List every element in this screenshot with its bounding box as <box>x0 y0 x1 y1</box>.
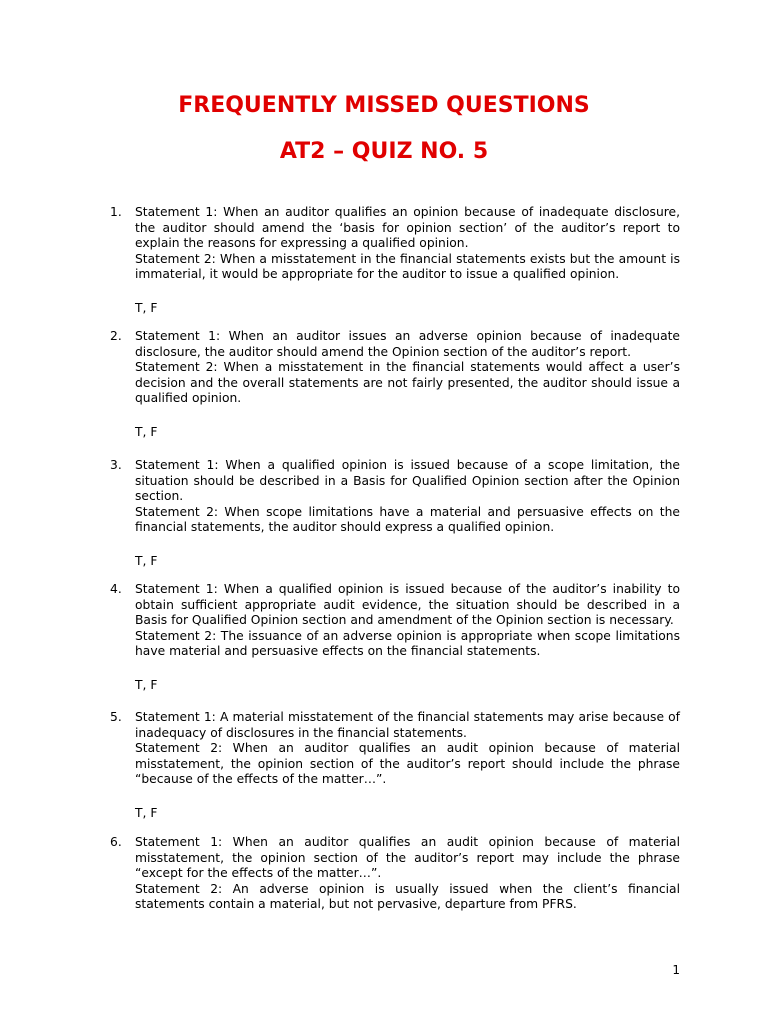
statement-1: Statement 1: When a qualified opinion is issued because of a scope limitation, the situation should be described in a Basis for Qualified Opinion section after the Opinion section. <box>135 458 680 504</box>
statement-2: Statement 2: When an auditor qualifies an audit opinion because of material misstatement, the opinion section of the auditor’s report should include the phrase “because of the effects of the matter…”. <box>135 741 680 787</box>
question-number: 2. <box>110 329 122 343</box>
question-body <box>135 205 680 317</box>
answer: T, F <box>135 553 158 568</box>
question-body <box>135 329 680 441</box>
question-number: 4. <box>110 582 122 596</box>
question-item <box>110 710 680 822</box>
answer: T, F <box>135 300 158 315</box>
answer: T, F <box>135 677 158 692</box>
question-item <box>110 835 680 913</box>
statement-1: Statement 1: When an auditor qualifies an opinion because of inadequate disclosure, the auditor should amend the ‘basis for opinion section’ of the auditor’s report to explain the reasons for expressing a qualified opinion. <box>135 205 680 251</box>
question-item <box>110 458 680 570</box>
question-body <box>135 835 680 913</box>
page-title: FREQUENTLY MISSED QUESTIONS <box>178 93 590 118</box>
question-number: 3. <box>110 458 122 472</box>
statement-1: Statement 1: When a qualified opinion is issued because of the auditor’s inability to obtain sufficient appropriate audit evidence, the situation should be described in a Basis for Qualified Opinion section and amendment of the Opinion section is necessary. <box>135 582 680 628</box>
statement-2: Statement 2: When scope limitations have a material and persuasive effects on the financial statements, the auditor should express a qualified opinion. <box>135 504 680 535</box>
question-item <box>110 205 680 317</box>
question-body <box>135 458 680 570</box>
statement-2: Statement 2: An adverse opinion is usually issued when the client’s financial statements contain a material, but not pervasive, departure from PFRS. <box>135 881 680 912</box>
page-subtitle: AT2 – QUIZ NO. 5 <box>279 139 489 164</box>
question-body <box>135 710 680 822</box>
question-item <box>110 329 680 441</box>
question-number: 5. <box>110 710 122 724</box>
statement-2: Statement 2: The issuance of an adverse opinion is appropriate when scope limitations have material and persuasive effects on the financial statements. <box>135 628 680 659</box>
statement-1: Statement 1: When an auditor qualifies an audit opinion because of material misstatement, the opinion section of the auditor’s report may include the phrase “except for the effects of the matter…”. <box>135 835 680 881</box>
statement-2: Statement 2: When a misstatement in the financial statements would affect a user’s decision and the overall statements are not fairly presented, the auditor should issue a qualified opinion. <box>135 360 680 406</box>
statement-1: Statement 1: A material misstatement of the financial statements may arise because of inadequacy of disclosures in the financial statements. <box>135 710 680 740</box>
question-number: 6. <box>110 835 122 849</box>
answer: T, F <box>135 424 158 439</box>
question-number: 1. <box>110 205 122 219</box>
statement-2: Statement 2: When a misstatement in the financial statements exists but the amount is immaterial, it would be appropriate for the auditor to issue a qualified opinion. <box>135 251 680 282</box>
question-body <box>135 582 680 694</box>
question-item <box>110 582 680 694</box>
statement-1: Statement 1: When an auditor issues an adverse opinion because of inadequate disclosure, the auditor should amend the Opinion section of the auditor’s report. <box>135 329 680 359</box>
page-number: 1 <box>672 963 680 977</box>
answer: T, F <box>135 805 158 820</box>
